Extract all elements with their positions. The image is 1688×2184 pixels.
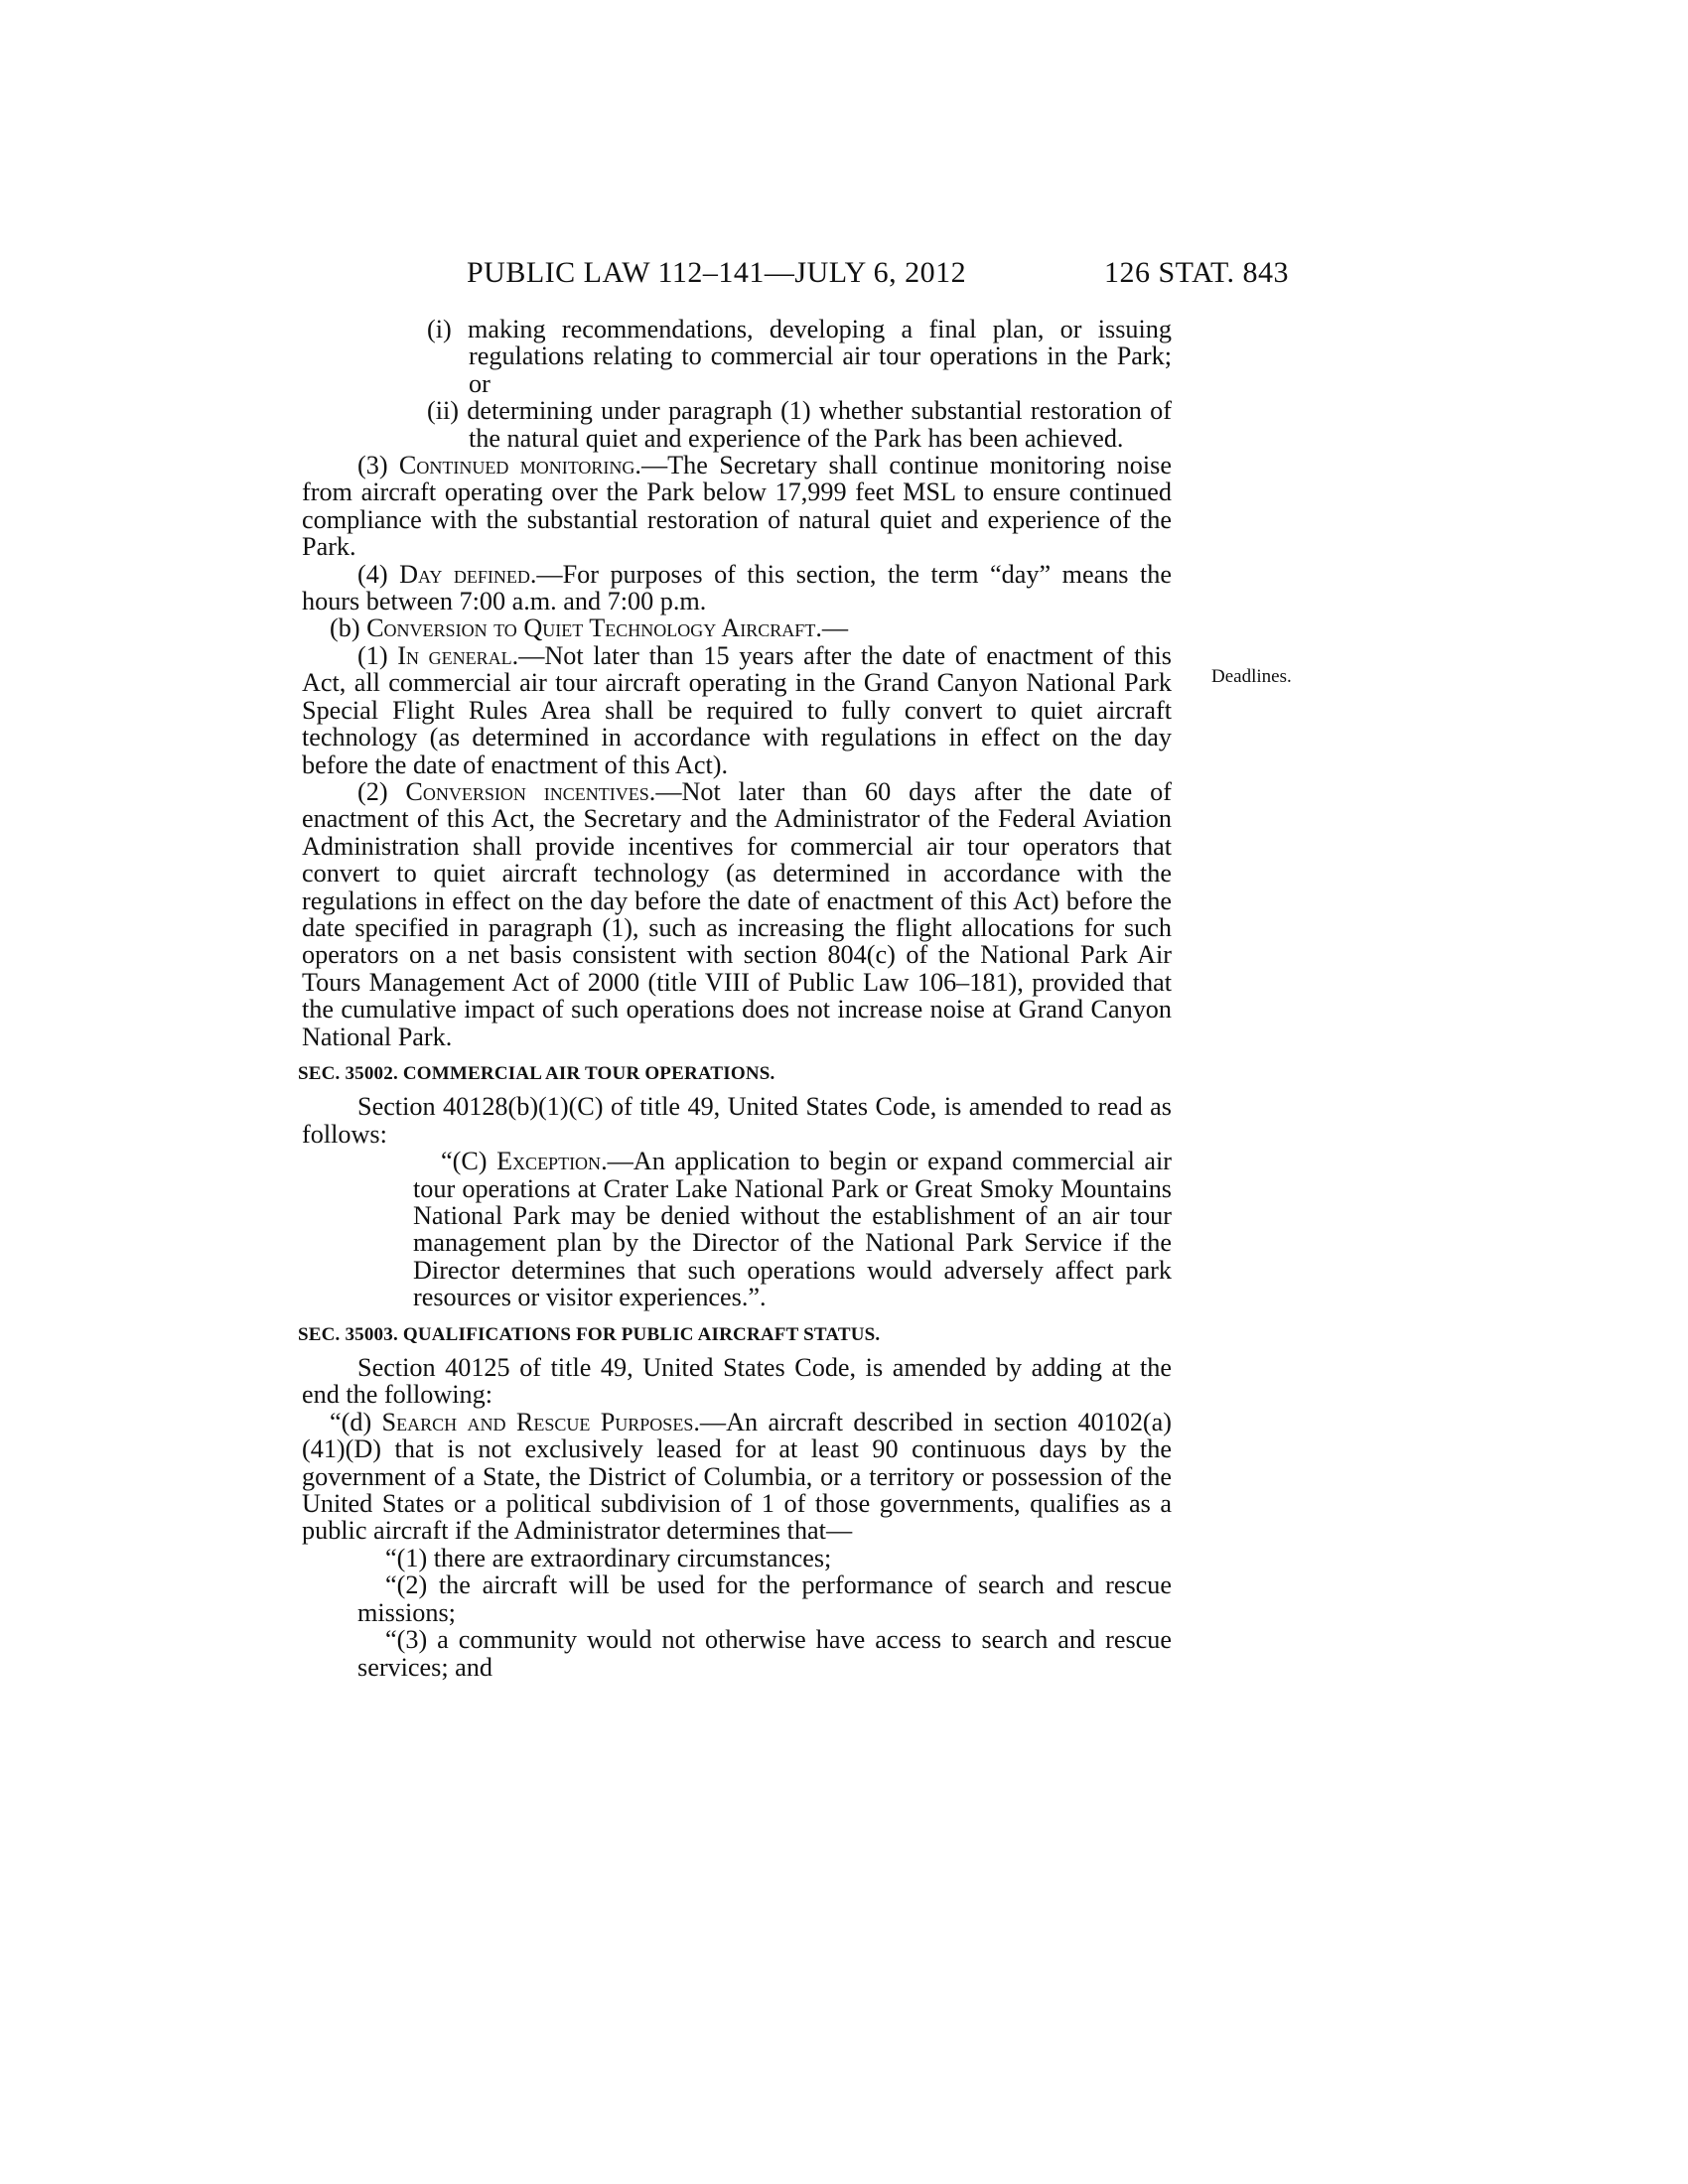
paragraph-4-heading: Day defined — [399, 559, 530, 589]
quoted-paragraph-1: “(1) there are extraordinary circumstances; — [385, 1543, 832, 1572]
section-35003-heading: SEC. 35003. QUALIFICATIONS FOR PUBLIC AIRCRAFT STATUS. — [298, 1323, 881, 1345]
paragraph-3-text: .—The Secretary shall continue monitoring noise from aircraft operating over the Park below 17,999 feet MSL to ensure continued compliance with the substantial restoration of natural quiet and experience of the Park. — [302, 451, 1172, 562]
running-header-stat-page: 126 STAT. 843 — [1104, 256, 1290, 289]
section-35003-text: Section 40125 of title 49, United States Code, is amended by adding at the end the following: — [302, 1353, 1172, 1410]
b2-text: .—Not later than 60 days after the date of enactment of this Act, the Secretary and the Administrator of the Federal Aviation Administration shall provide incentives for commercial air tour operators that convert to quiet aircraft technology (as determined in accordance with the regulations in effect on the day before the date of enactment of this Act) before the date specified in paragraph (1), such as increasing the flight allocations for such operators on a net basis consistent with section 804(c) of the National Park Air Tours Management Act of 2000 (title VIII of Public Law 106–181), provided that the cumulative impact of such operations does not increase noise at Grand Canyon National Park. — [302, 776, 1172, 1051]
running-header-title: PUBLIC LAW 112–141—JULY 6, 2012 — [467, 256, 967, 289]
d-label: “(d) — [330, 1407, 382, 1436]
quoted-subsection-d — [302, 1409, 1172, 1545]
c-label: “(C) — [441, 1147, 497, 1176]
section-35002-heading: SEC. 35002. COMMERCIAL AIR TOUR OPERATIONS. — [298, 1062, 775, 1084]
b1-label: (1) — [357, 640, 398, 670]
subsection-b — [302, 614, 1172, 641]
b1-text: .—Not later than 15 years after the date of enactment of this Act, all commercial air tour aircraft operating in the Grand Canyon National Park Special Flight Rules Area shall be required to fully convert to quiet aircraft technology (as determined in accordance with regulations in effect on the day before the date of enactment of this Act). — [302, 640, 1172, 779]
section-35002-text: Section 40128(b)(1)(C) of title 49, United States Code, is amended to read as follows: — [302, 1092, 1172, 1149]
clause-ii: (ii) determining under paragraph (1) whether substantial restoration of the natural quiet and experience of the Park has been achieved. — [427, 396, 1172, 453]
subsection-b-paragraph-1 — [302, 642, 1172, 778]
paragraph-3 — [302, 452, 1172, 561]
quoted-paragraph-2: “(2) the aircraft will be used for the performance of search and rescue missions; — [357, 1570, 1172, 1627]
paragraph-3-label: (3) — [357, 451, 399, 480]
c-heading: Exception — [496, 1147, 602, 1176]
b2-heading: Conversion incentives — [405, 776, 649, 806]
subsection-b-paragraph-2 — [302, 778, 1172, 1050]
clause-i: (i) making recommendations, developing a final plan, or issuing regulations relating to commercial air tour operations in the Park; or — [427, 315, 1172, 398]
margin-note: Deadlines. — [1211, 666, 1292, 687]
d-text: .—An aircraft described in section 40102(a)(41)(D) that is not exclusively leased for at least 90 continuous days by the government of a State, the District of Columbia, or a territory or possession of the United States or a political subdivision of 1 of those governments, qualifies as a public aircraft if the Administrator determines that— — [302, 1407, 1172, 1546]
paragraph-4-text: .—For purposes of this section, the term “day” means the hours between 7:00 a.m. and 7:00 p.m. — [302, 559, 1172, 616]
subsection-b-text: .— — [815, 614, 849, 643]
b2-label: (2) — [357, 776, 406, 806]
quoted-subparagraph-c — [302, 1148, 1172, 1310]
c-text: .—An application to begin or expand commercial air tour operations at Crater Lake National Park or Great Smoky Mountains National Park may be denied without the establishment of an air tour management plan by the Director of the National Park Service if the Director determines that such operations would adversely affect park resources or visitor experiences.”. — [413, 1147, 1172, 1312]
subsection-b-heading: Conversion to Quiet Technology Aircraft — [366, 614, 816, 643]
paragraph-3-heading: Continued monitoring — [398, 451, 635, 480]
b1-heading: In general — [397, 640, 512, 670]
d-heading: Search and Rescue Purposes — [381, 1407, 694, 1436]
paragraph-4-label: (4) — [357, 559, 400, 589]
document-body — [298, 315, 1172, 1682]
paragraph-4 — [302, 561, 1172, 615]
quoted-paragraph-3: “(3) a community would not otherwise have access to search and rescue services; and — [357, 1625, 1172, 1682]
subsection-b-label: (b) — [330, 614, 367, 643]
